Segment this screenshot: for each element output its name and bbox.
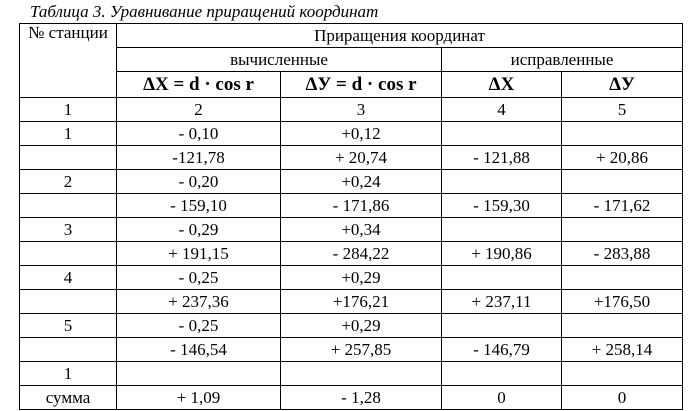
- corrected-dx-cell: [442, 218, 562, 242]
- corrected-dx-cell: - 146,79: [442, 338, 562, 362]
- column-number: 4: [442, 98, 562, 122]
- corrected-dx-cell: + 237,11: [442, 290, 562, 314]
- corrected-dy-cell: [562, 362, 683, 386]
- computed-dx-cell: -121,78: [117, 146, 281, 170]
- computed-dy-cell: + 20,74: [281, 146, 442, 170]
- computed-dy-cell: +0,29: [281, 314, 442, 338]
- table-row: [20, 362, 683, 386]
- station-cell: 1: [20, 362, 117, 386]
- corrected-dx-cell: [442, 170, 562, 194]
- corrected-dx-header: ΔX: [442, 72, 562, 98]
- computed-dy-cell: - 171,86: [281, 194, 442, 218]
- corrected-dy-cell: - 171,62: [562, 194, 683, 218]
- table-caption: Таблица 3. Уравнивание приращений координат: [30, 2, 379, 21]
- station-cell: [20, 146, 117, 170]
- table-row: [20, 386, 683, 410]
- station-cell: 2: [20, 170, 117, 194]
- computed-dy-cell: +0,29: [281, 266, 442, 290]
- increments-header: Приращения координат: [117, 24, 683, 48]
- table-row: [20, 290, 683, 314]
- computed-dy-cell: +0,24: [281, 170, 442, 194]
- computed-dx-cell: - 159,10: [117, 194, 281, 218]
- computed-dy-cell: [281, 362, 442, 386]
- station-cell: сумма: [20, 386, 117, 410]
- corrected-dx-cell: [442, 266, 562, 290]
- table-row: [20, 170, 683, 194]
- corrected-dx-cell: [442, 122, 562, 146]
- computed-dy-cell: +0,34: [281, 218, 442, 242]
- column-number: 5: [562, 98, 683, 122]
- corrected-dx-cell: - 159,30: [442, 194, 562, 218]
- computed-dy-cell: + 257,85: [281, 338, 442, 362]
- table-row: [20, 338, 683, 362]
- station-cell: 1: [20, 122, 117, 146]
- corrected-dx-cell: [442, 314, 562, 338]
- station-cell: [20, 338, 117, 362]
- column-number-row: [20, 98, 683, 122]
- corrected-dy-cell: [562, 218, 683, 242]
- corrected-dx-cell: + 190,86: [442, 242, 562, 266]
- corrected-dy-cell: [562, 122, 683, 146]
- corrected-header: исправленные: [442, 48, 683, 72]
- station-header: № станции: [20, 24, 117, 98]
- computed-dy-cell: +0,12: [281, 122, 442, 146]
- corrected-dy-cell: [562, 170, 683, 194]
- computed-dx-cell: + 1,09: [117, 386, 281, 410]
- table-row: [20, 242, 683, 266]
- corrected-dy-cell: +176,50: [562, 290, 683, 314]
- station-cell: 5: [20, 314, 117, 338]
- column-number: 3: [281, 98, 442, 122]
- computed-dx-cell: - 146,54: [117, 338, 281, 362]
- coordinate-increments-table: [19, 23, 683, 410]
- corrected-dy-cell: [562, 314, 683, 338]
- table-row: [20, 146, 683, 170]
- corrected-dx-cell: 0: [442, 386, 562, 410]
- table-row: [20, 194, 683, 218]
- computed-dx-cell: [117, 362, 281, 386]
- table-row: [20, 218, 683, 242]
- dy-formula-header: ΔУ = d · cos r: [281, 72, 442, 98]
- computed-dx-cell: - 0,25: [117, 266, 281, 290]
- corrected-dy-header: ΔУ: [562, 72, 683, 98]
- computed-dx-cell: - 0,29: [117, 218, 281, 242]
- column-number: 1: [20, 98, 117, 122]
- table-row: [20, 266, 683, 290]
- computed-dx-cell: + 191,15: [117, 242, 281, 266]
- corrected-dy-cell: + 20,86: [562, 146, 683, 170]
- corrected-dx-cell: [442, 362, 562, 386]
- station-cell: 3: [20, 218, 117, 242]
- computed-dx-cell: + 237,36: [117, 290, 281, 314]
- corrected-dy-cell: 0: [562, 386, 683, 410]
- table-row: [20, 122, 683, 146]
- station-cell: [20, 242, 117, 266]
- computed-dy-cell: - 284,22: [281, 242, 442, 266]
- computed-dx-cell: - 0,10: [117, 122, 281, 146]
- table-row: [20, 314, 683, 338]
- computed-dx-cell: - 0,20: [117, 170, 281, 194]
- station-cell: [20, 194, 117, 218]
- station-cell: 4: [20, 266, 117, 290]
- computed-dy-cell: - 1,28: [281, 386, 442, 410]
- corrected-dx-cell: - 121,88: [442, 146, 562, 170]
- corrected-dy-cell: [562, 266, 683, 290]
- computed-dx-cell: - 0,25: [117, 314, 281, 338]
- corrected-dy-cell: + 258,14: [562, 338, 683, 362]
- computed-header: вычисленные: [117, 48, 442, 72]
- dx-formula-header: ΔX = d · cos r: [117, 72, 281, 98]
- column-number: 2: [117, 98, 281, 122]
- computed-dy-cell: +176,21: [281, 290, 442, 314]
- corrected-dy-cell: - 283,88: [562, 242, 683, 266]
- station-cell: [20, 290, 117, 314]
